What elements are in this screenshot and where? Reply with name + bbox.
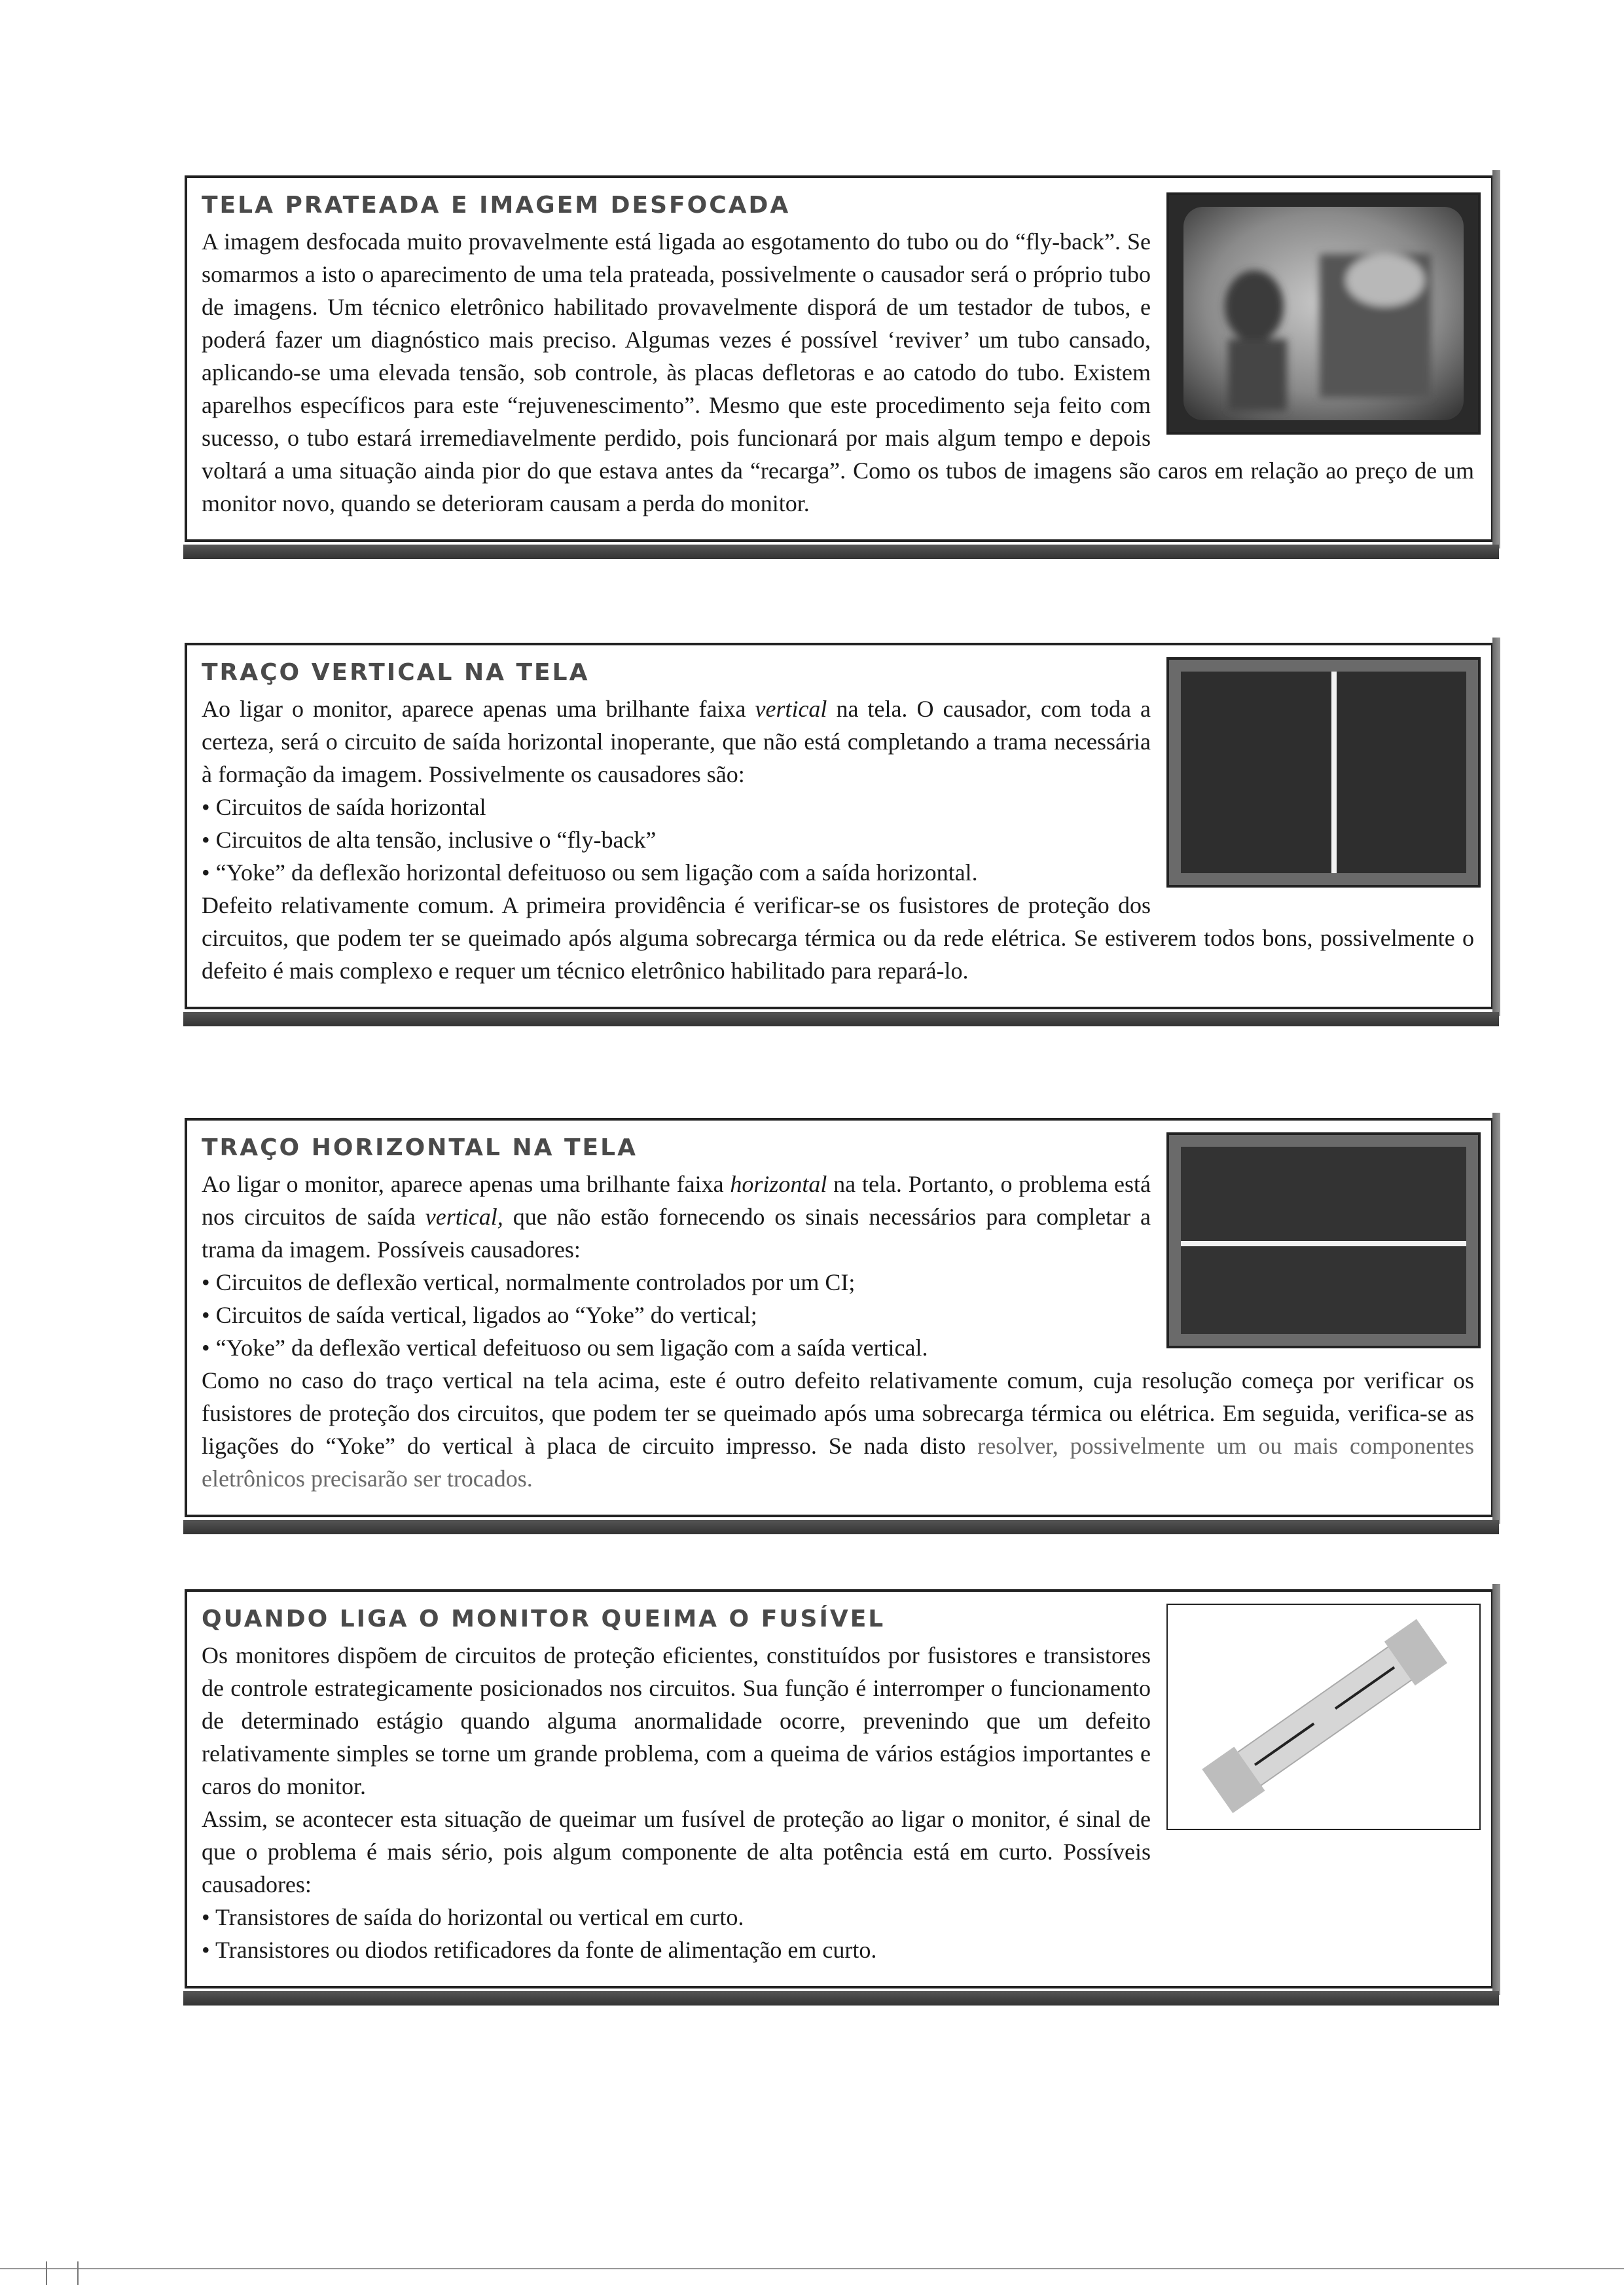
section-closing: Como no caso do traço vertical na tela acima, este é outro defeito relativamente comum, cuja resolução começa por verificar os fusistores de proteção dos circuitos, que podem ter se queimado após uma sobrecarga térmica ou elétrica. Em seguida, verifica-se as ligações do “Yoke” do vertical à placa de circuito impresso. Se nada disto resolver, possivelmente um ou mais componentes eletrônicos precisarão ser trocados. (202, 1367, 1474, 1492)
page-mark (77, 2261, 79, 2285)
fuse-illustration (1168, 1605, 1479, 1829)
horizontal-line-tv-image (1169, 1135, 1478, 1346)
horizontal-line-screen-image (1166, 1132, 1481, 1348)
list-item: • Transistores de saída do horizontal ou vertical em curto. (202, 1901, 1474, 1934)
section-intro: Ao ligar o monitor, aparece apenas uma brilhante faixa horizontal na tela. Portanto, o problema está nos circuitos de saída vertical, que não estão fornecendo os sinais necessários para completar a trama da imagem. Possíveis causadores: (202, 1171, 1151, 1263)
list-item: • Circuitos de saída vertical, ligados ao “Yoke” do vertical; (202, 1299, 1474, 1331)
list-item: • Circuitos de deflexão vertical, normalmente controlados por um CI; (202, 1266, 1474, 1299)
section-queima-fusivel (185, 1589, 1494, 1988)
list-item: • Circuitos de alta tensão, inclusive o “fly-back” (202, 823, 1474, 856)
page-bottom-rule (0, 2268, 1624, 2269)
blurred-tv-image (1169, 195, 1478, 432)
list-item: • “Yoke” da deflexão horizontal defeituoso ou sem ligação com a saída horizontal. (202, 856, 1474, 889)
section-intro: Ao ligar o monitor, aparece apenas uma brilhante faixa vertical na tela. O causador, com toda a certeza, será o circuito de saída horizontal inoperante, que não está completando a trama necessária à formação da imagem. Possivelmente os causadores são: (202, 696, 1151, 787)
list-item: • Circuitos de saída horizontal (202, 791, 1474, 823)
section-title: QUANDO LIGA O MONITOR QUEIMA O FUSÍVEL (202, 1606, 886, 1632)
blown-fuse-image (1166, 1604, 1481, 1830)
section-title: TRAÇO HORIZONTAL NA TELA (202, 1134, 638, 1161)
section-closing: Defeito relativamente comum. A primeira providência é verificar-se os fusistores de proteção dos circuitos, que podem ter se queimado após alguma sobrecarga térmica ou da rede elétrica. Se estiverem todos bons, possivelmente o defeito é mais complexo e requer um técnico eletrônico habilitado para repará-lo. (202, 892, 1474, 984)
section-traco-horizontal (185, 1118, 1494, 1517)
causes-list (202, 1901, 1474, 1966)
page-mark (46, 2261, 47, 2285)
section-closing: Assim, se acontecer esta situação de queimar um fusível de proteção ao ligar o monitor, é sinal de que o problema é mais sério, pois algum componente de alta potência está em curto. Possíveis causadores: (202, 1806, 1151, 1898)
section-title: TELA PRATEADA E IMAGEM DESFOCADA (202, 192, 791, 219)
section-title: TRAÇO VERTICAL NA TELA (202, 659, 590, 686)
vertical-line-screen-image (1166, 657, 1481, 888)
list-item: • Transistores ou diodos retificadores da fonte de alimentação em curto. (202, 1934, 1474, 1966)
blurred-screen-photo (1166, 192, 1481, 435)
section-text: A imagem desfocada muito provavelmente está ligada ao esgotamento do tubo ou do “fly-back”. Se somarmos a isto o aparecimento de uma tela prateada, possivelmente o causador será o próprio tubo de imagens. Um técnico eletrônico habilitado provavelmente disporá de um testador de tubos, e poderá fazer um diagnóstico mais preciso. Algumas vezes é possível ‘reviver’ um tubo cansado, aplicando-se uma elevada tensão, sob controle, às placas defletoras e ao catodo do tubo. Existem aparelhos específicos para este “rejuvenescimento”. Mesmo que este procedimento seja feito com sucesso, o tubo estará irremediavelmente perdido, pois funcionará por mais algum tempo e depois voltará a uma situação ainda pior do que estava antes da “recarga”. Como os tubos de imagens são caros em relação ao preço de um monitor novo, quando se deterioram causam a perda do monitor. (202, 228, 1474, 516)
section-intro: Os monitores dispõem de circuitos de proteção eficientes, constituídos por fusistores e transistores de controle estrategicamente posicionados nos circuitos. Sua função é interromper o funcionamento de determinado estágio quando alguma anormalidade ocorre, prevenindo que um defeito relativamente simples se torne um grande problema, com a queima de vários estágios importantes e caros do monitor. (202, 1642, 1151, 1799)
list-item: • “Yoke” da deflexão vertical defeituoso ou sem ligação com a saída vertical. (202, 1331, 1474, 1364)
section-traco-vertical (185, 643, 1494, 1009)
section-tela-prateada (185, 175, 1494, 542)
vertical-line-tv-image (1169, 660, 1478, 885)
